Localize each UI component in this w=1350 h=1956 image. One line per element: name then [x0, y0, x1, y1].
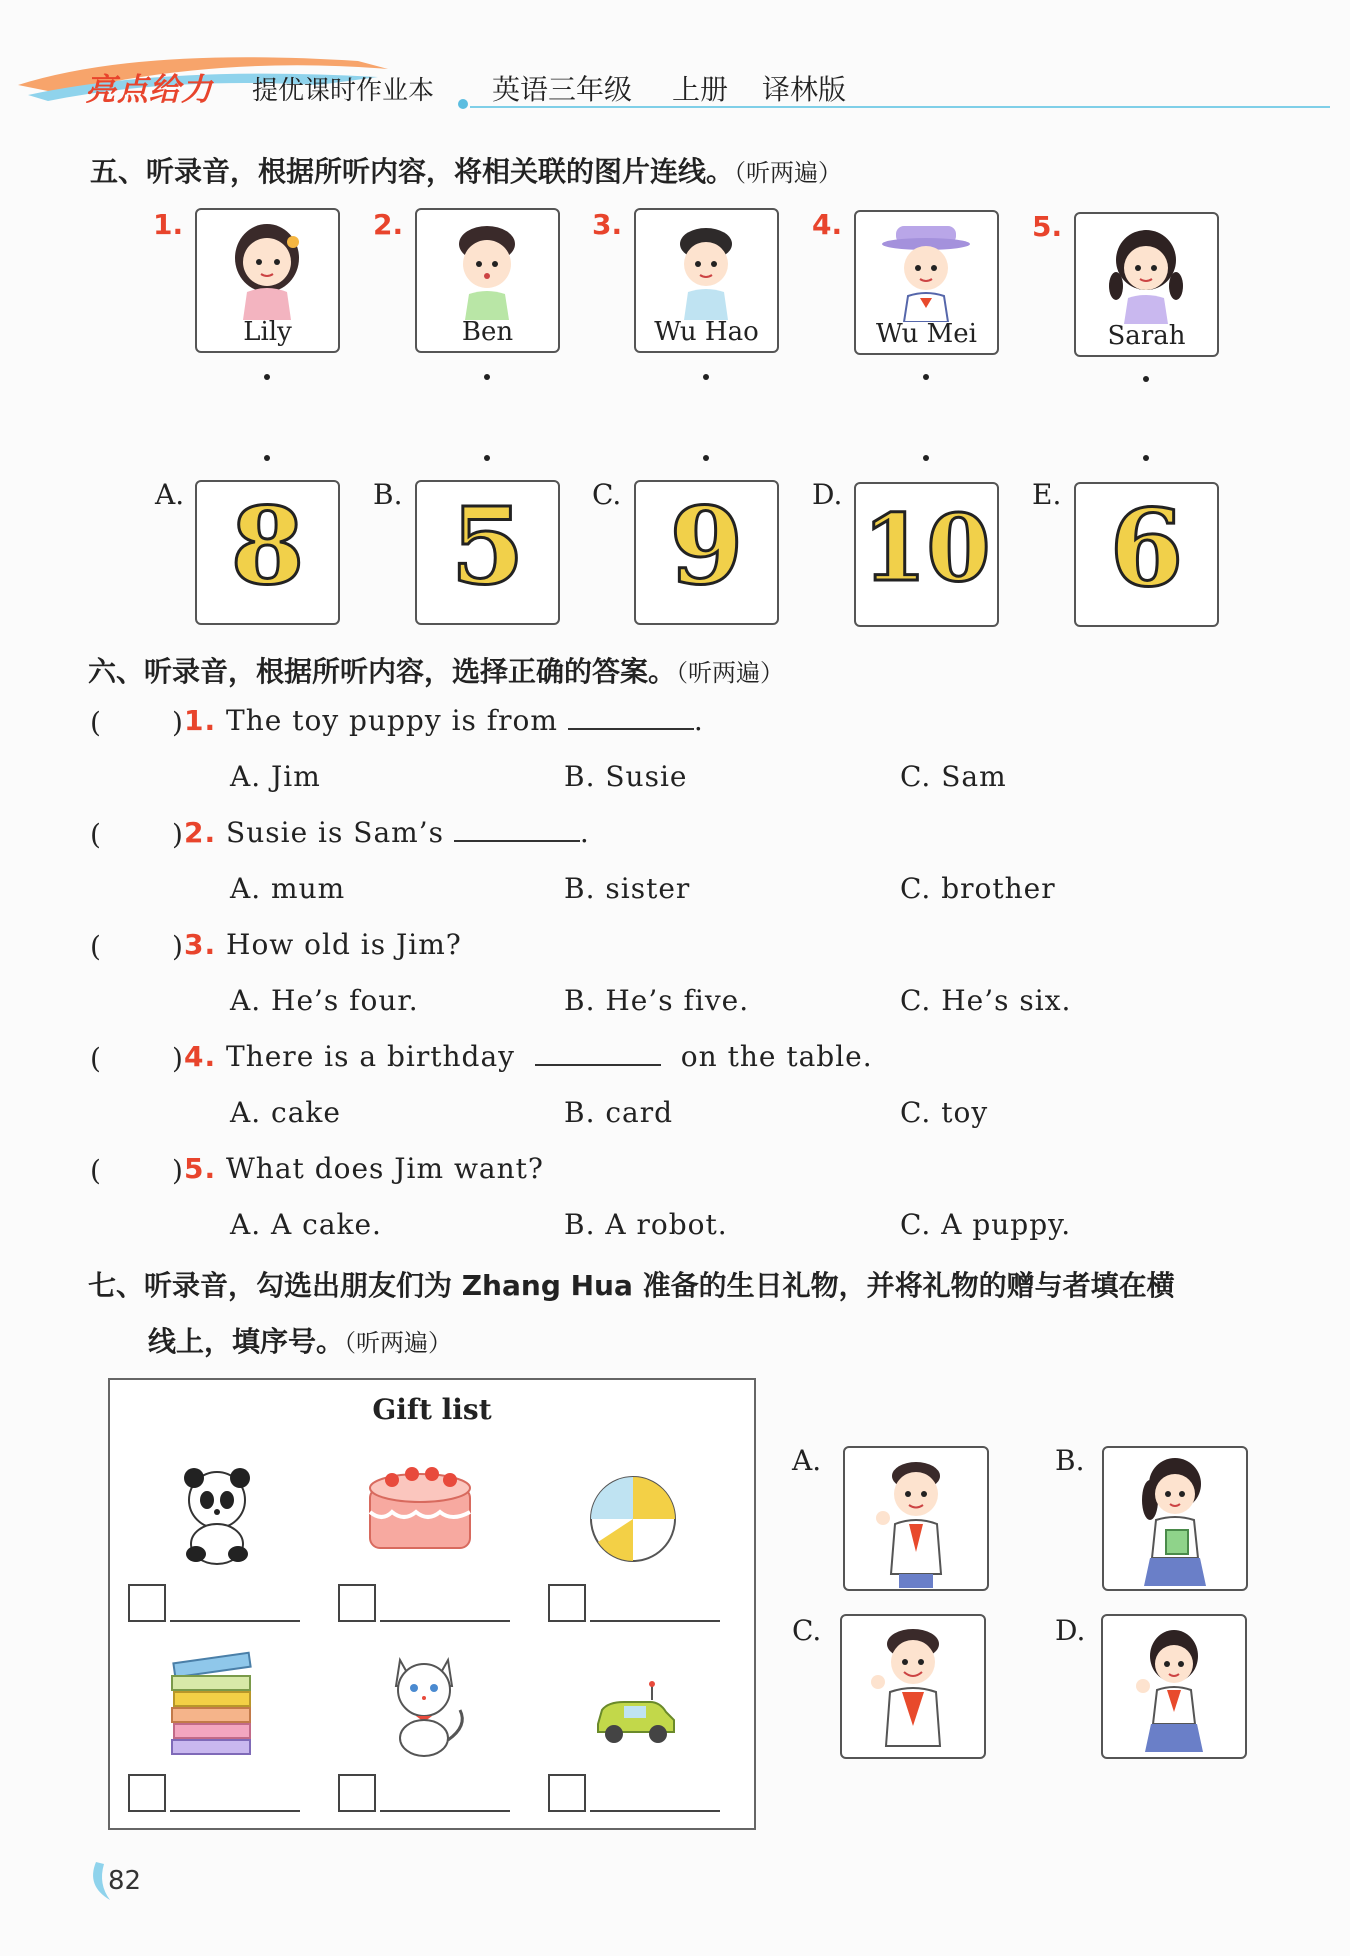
number-value: 10 [862, 494, 991, 602]
giver-letter-a: A. [792, 1444, 822, 1477]
question-1: 1. The toy puppy is from . [184, 704, 704, 737]
gift-checkbox-ball[interactable] [548, 1584, 586, 1622]
option-5c[interactable]: C. A puppy. [900, 1208, 1072, 1241]
person-name: Wu Hao [654, 317, 759, 347]
boy-wu-hao-icon [636, 210, 777, 320]
giver-line-cake[interactable] [380, 1620, 510, 1622]
cake-icon [362, 1452, 478, 1556]
match-dot-bottom-e[interactable] [1143, 455, 1149, 461]
answer-paren-close: ) [172, 1154, 184, 1187]
match-dot-bottom-b[interactable] [484, 455, 490, 461]
header-dot [458, 99, 468, 109]
option-letter-a: A. [155, 478, 185, 511]
item-number-4: 4. [812, 208, 843, 241]
option-3b[interactable]: B. He’s five. [564, 984, 750, 1017]
option-2b[interactable]: B. sister [564, 872, 691, 905]
books-icon [168, 1650, 258, 1760]
girl-waving-icon [1103, 1616, 1245, 1757]
giver-letter-b: B. [1055, 1444, 1085, 1477]
answer-paren-close: ) [172, 706, 184, 739]
question-5: 5. What does Jim want? [184, 1152, 544, 1185]
number-card-e [1074, 482, 1219, 627]
match-dot-top-2[interactable] [484, 374, 490, 380]
gift-checkbox-books[interactable] [128, 1774, 166, 1812]
item-number-5: 5. [1032, 210, 1063, 243]
giver-line-cat[interactable] [380, 1810, 510, 1812]
answer-blank [568, 728, 694, 730]
boy-waving-icon [845, 1448, 987, 1589]
section5-title: 五、听录音，根据所听内容，将相关联的图片连线。（听两遍） [90, 155, 843, 188]
brand-title: 亮点给力 [85, 72, 213, 108]
section7-title-line1: 七、听录音，勾选出朋友们为 Zhang Hua 准备的生日礼物，并将礼物的赠与者填在横 [88, 1269, 1175, 1302]
answer-blank [535, 1064, 661, 1066]
option-4b[interactable]: B. card [564, 1096, 674, 1129]
item-number-1: 1. [153, 208, 184, 241]
number-card-a [195, 480, 340, 625]
gift-checkbox-cake[interactable] [338, 1584, 376, 1622]
match-dot-bottom-d[interactable] [923, 455, 929, 461]
volume-label: 上册 [672, 73, 729, 106]
answer-paren-open: ( [90, 706, 102, 739]
toy-car-icon [590, 1680, 680, 1750]
option-4a[interactable]: A. cake [230, 1096, 341, 1129]
giver-letter-d: D. [1055, 1614, 1086, 1647]
number-value: 9 [669, 483, 744, 608]
option-3c[interactable]: C. He’s six. [900, 984, 1072, 1017]
boy-ben-icon [417, 210, 558, 320]
match-dot-bottom-a[interactable] [264, 455, 270, 461]
giver-line-panda[interactable] [170, 1620, 300, 1622]
gift-list-box [108, 1378, 756, 1830]
option-3a[interactable]: A. He’s four. [230, 984, 419, 1017]
option-letter-c: C. [592, 478, 622, 511]
number-value: 8 [230, 483, 305, 608]
option-letter-b: B. [373, 478, 403, 511]
person-card-sarah [1074, 212, 1219, 357]
answer-blank [454, 840, 580, 842]
cat-icon [376, 1646, 472, 1758]
answer-paren-close: ) [172, 930, 184, 963]
question-3: 3. How old is Jim? [184, 928, 462, 961]
answer-paren-open: ( [90, 1042, 102, 1075]
match-dot-top-3[interactable] [703, 374, 709, 380]
option-letter-d: D. [812, 478, 843, 511]
answer-paren-close: ) [172, 1042, 184, 1075]
giver-line-toy-car[interactable] [590, 1810, 720, 1812]
answer-input-4[interactable] [100, 1038, 170, 1076]
giver-card-a [843, 1446, 989, 1591]
number-value: 6 [1109, 485, 1184, 610]
edition-label: 译林版 [762, 73, 847, 106]
person-name: Wu Mei [875, 319, 977, 349]
gift-checkbox-cat[interactable] [338, 1774, 376, 1812]
answer-paren-close: ) [172, 818, 184, 851]
option-2a[interactable]: A. mum [230, 872, 346, 905]
option-1a[interactable]: A. Jim [230, 760, 321, 793]
number-card-c [634, 480, 779, 625]
answer-paren-open: ( [90, 818, 102, 851]
person-name: Ben [461, 317, 514, 347]
page-number: 82 [108, 1866, 142, 1896]
answer-input-1[interactable] [100, 702, 170, 740]
answer-input-3[interactable] [100, 926, 170, 964]
match-dot-top-5[interactable] [1143, 376, 1149, 382]
person-card-wu-hao [634, 208, 779, 353]
girl-with-book-icon [1104, 1448, 1246, 1589]
option-1c[interactable]: C. Sam [900, 760, 1007, 793]
girl-lily-icon [197, 210, 338, 320]
gift-list-title: Gift list [372, 1393, 492, 1426]
answer-paren-open: ( [90, 1154, 102, 1187]
question-2: 2. Susie is Sam’s . [184, 816, 590, 849]
item-number-2: 2. [373, 208, 404, 241]
match-dot-top-1[interactable] [264, 374, 270, 380]
book-subtitle: 提优课时作业本 [252, 76, 435, 106]
option-5b[interactable]: B. A robot. [564, 1208, 728, 1241]
giver-card-b [1102, 1446, 1248, 1591]
person-card-ben [415, 208, 560, 353]
giver-line-books[interactable] [170, 1810, 300, 1812]
section7-title-line2: 线上，填序号。（听两遍） [148, 1325, 453, 1358]
gift-checkbox-panda[interactable] [128, 1584, 166, 1622]
number-card-d [854, 482, 999, 627]
girl-wu-mei-icon [856, 212, 997, 322]
match-dot-bottom-c[interactable] [703, 455, 709, 461]
match-dot-top-4[interactable] [923, 374, 929, 380]
ball-icon [588, 1474, 678, 1564]
question-4: 4. There is a birthday on the table. [184, 1040, 873, 1073]
option-letter-e: E. [1032, 478, 1062, 511]
giver-card-c [840, 1614, 986, 1759]
person-name: Sarah [1107, 321, 1186, 351]
panda-icon [172, 1462, 262, 1566]
answer-paren-open: ( [90, 930, 102, 963]
giver-card-d [1101, 1614, 1247, 1759]
person-card-lily [195, 208, 340, 353]
option-5a[interactable]: A. A cake. [230, 1208, 382, 1241]
boy-with-scarf-icon [842, 1616, 984, 1757]
item-number-3: 3. [592, 208, 623, 241]
option-2c[interactable]: C. brother [900, 872, 1056, 905]
header-rule [470, 106, 1330, 108]
gift-checkbox-toy-car[interactable] [548, 1774, 586, 1812]
answer-input-5[interactable] [100, 1150, 170, 1188]
girl-sarah-icon [1076, 214, 1217, 324]
number-card-b [415, 480, 560, 625]
giver-letter-c: C. [792, 1614, 822, 1647]
option-1b[interactable]: B. Susie [564, 760, 688, 793]
number-value: 5 [450, 483, 525, 608]
option-4c[interactable]: C. toy [900, 1096, 989, 1129]
giver-line-ball[interactable] [590, 1620, 720, 1622]
answer-input-2[interactable] [100, 814, 170, 852]
subject-label: 英语三年级 [492, 73, 633, 106]
person-name: Lily [243, 317, 292, 347]
person-card-wu-mei [854, 210, 999, 355]
section6-title: 六、听录音，根据所听内容，选择正确的答案。（听两遍） [88, 655, 785, 688]
